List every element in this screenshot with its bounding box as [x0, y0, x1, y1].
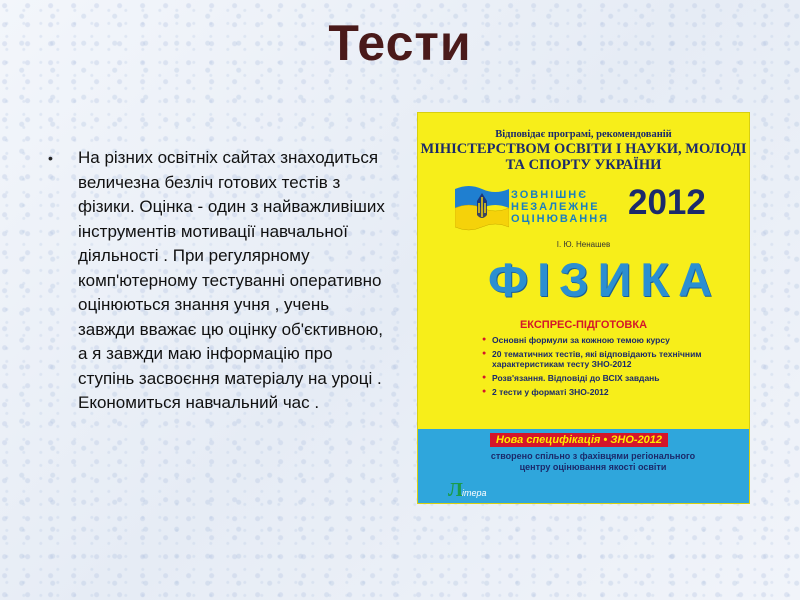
book-subject: ФІЗИКА	[488, 253, 722, 306]
zno-line: ЗОВНІШНЄ	[511, 189, 589, 201]
book-year: 2012	[628, 183, 706, 222]
book-ministry: МІНІСТЕРСТВОМ ОСВІТИ І НАУКИ, МОЛОДІ ТА СПОРТУ УКРАЇНИ	[420, 141, 747, 173]
ukraine-flag-trident-icon	[455, 183, 509, 233]
zno-line: ОЦІНЮВАННЯ	[511, 213, 610, 225]
book-zno-label	[511, 189, 609, 225]
book-bottom-band	[418, 429, 749, 503]
book-feature-item: ● 20 тематичних тестів, які відповідають технічним характеристикам тесту ЗНО-2012	[482, 349, 722, 369]
slide-title: Тести	[328, 15, 472, 71]
publisher-logo-icon: Л	[448, 479, 463, 501]
book-feature-list	[482, 335, 722, 401]
bullet-list	[48, 146, 388, 416]
book-program-note: Відповідає програмі, рекомендованій	[495, 129, 672, 140]
publisher-logo-text: ітера	[462, 488, 487, 498]
zno-line: НЕЗАЛЕЖНЕ	[511, 201, 600, 213]
bullet-text: На різних освітніх сайтах знаходиться величезна безліч готових тестів з фізики. Оцінка - один з найважливіших інструментів мотивації навчальної діяльності . При регулярному комп'ютерному тестуванні оперативно оцінюються знання учня , учень завжди вважає цю оцінку об'єктивною, а я завжди маю інформацію про ступінь засвоєння матеріалу на уроці . Економиться навчальний час .	[78, 148, 385, 412]
book-feature-item: ● Основні формули за кожною темою курсу	[482, 335, 722, 345]
book-specification-badge: Нова специфікація • ЗНО-2012	[490, 433, 668, 447]
bullet-marker: •	[48, 150, 53, 166]
book-express: ЕКСПРЕС-ПІДГОТОВКА	[519, 319, 648, 331]
book-created-note: створено спільно з фахівцями регіонального центру оцінювання якості освіти	[490, 451, 696, 472]
book-feature-item: ● 2 тести у форматі ЗНО-2012	[482, 387, 722, 397]
book-author: І. Ю. Ненашев	[556, 240, 611, 249]
book-cover-image	[418, 113, 749, 503]
book-feature-item: ● Розв'язання. Відповіді до ВСІХ завдань	[482, 373, 722, 383]
